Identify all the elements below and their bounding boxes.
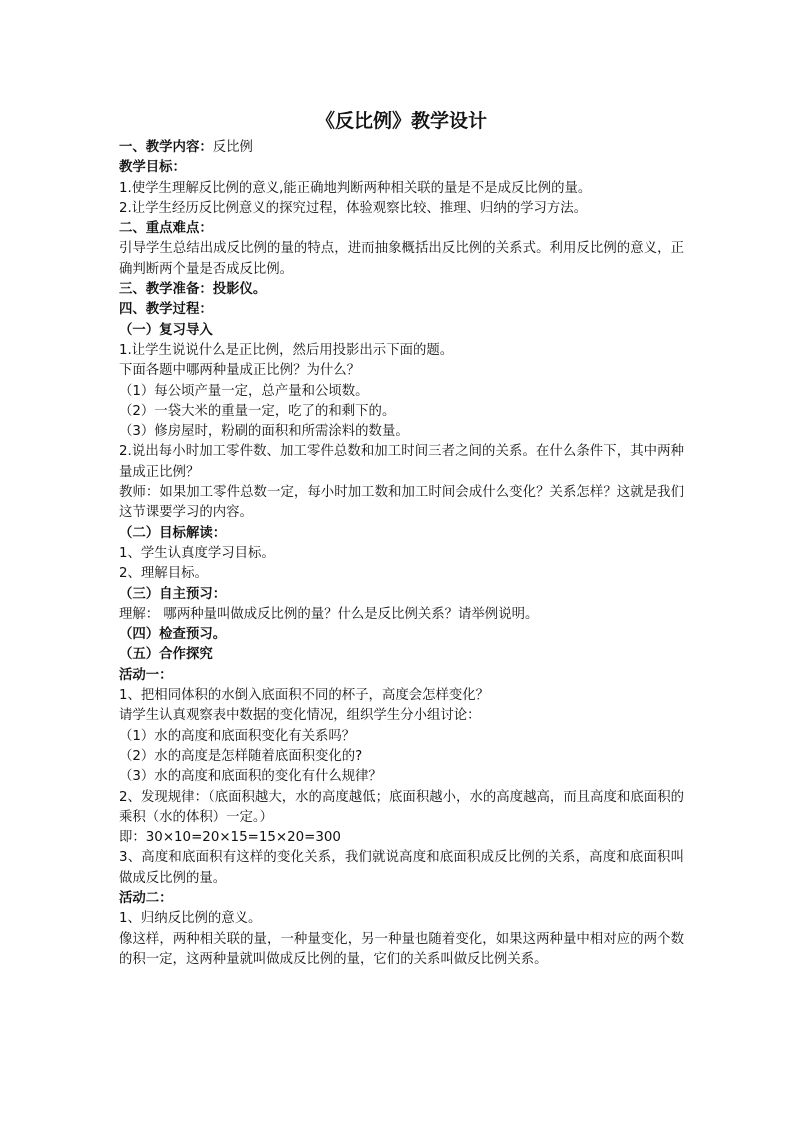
list-item: （3）水的高度和底面积的变化有什么规律？ [119, 769, 382, 785]
section-label: 一、教学内容： [119, 140, 213, 155]
list-item: 1、学生认真度学习目标。 [119, 545, 275, 561]
section-value: 反比例 [212, 140, 253, 155]
goal-item: 2.让学生经历反比例意义的探究过程，体验观察比较、推理、归纳的学习方法。 [119, 200, 588, 216]
document-body [119, 104, 684, 970]
paragraph: 3、高度和底面积有这样的变化关系，我们就说高度和底面积成反比例的关系，高度和底面积叫做成反比例的量。 [119, 850, 684, 886]
paragraph: 2、发现规律：（底面积越大，水的高度越低；底面积越小，水的高度越高，而且高度和底面积的乘积（水的体积）一定。） [119, 789, 684, 825]
paragraph: 2.说出每小时加工零件数、加工零件总数和加工时间三者之间的关系。在什么条件下，其中两种量成正比例？ [119, 444, 684, 480]
goals-heading: 教学目标： [119, 160, 186, 176]
paragraph: 请学生认真观察表中数据的变化情况，组织学生分小组讨论： [119, 708, 481, 724]
goal-reading-heading: （二）目标解读： [119, 525, 227, 541]
difficulty-text: 引导学生总结出成反比例的量的特点，进而抽象概括出反比例的关系式。利用反比例的意义，正确判断两个量是否成反比例。 [119, 241, 684, 277]
list-item: （1）每公顷产量一定，总产量和公顷数。 [119, 383, 369, 399]
document-title: 《反比例》教学设计 [315, 110, 487, 132]
paragraph: 教师：如果加工零件总数一定，每小时加工数和加工时间会成什么变化？关系怎样？这就是我们这节课要学习的内容。 [119, 485, 684, 521]
paragraph: 1、归纳反比例的意义。 [119, 911, 262, 927]
activity-one-heading: 活动一： [119, 667, 173, 683]
list-item: （3）修房屋时，粉刷的面积和所需涂料的数量。 [119, 424, 409, 440]
process-heading: 四、教学过程： [119, 302, 213, 318]
list-item: （2）水的高度是怎样随着底面积变化的? [119, 748, 363, 764]
paragraph: 1.让学生说说什么是正比例，然后用投影出示下面的题。 [119, 342, 454, 358]
self-study-heading: （三）自主预习： [119, 586, 227, 602]
preparation-heading: 三、教学准备：投影仪。 [119, 282, 267, 298]
cooperation-heading: （五）合作探究 [119, 647, 213, 663]
section-teaching-content [119, 138, 684, 158]
paragraph: 理解： 哪两种量叫做成反比例的量？什么是反比例关系？请举例说明。 [119, 606, 539, 622]
formula: 即：30×10=20×15=15×20=300 [119, 830, 341, 846]
list-item: （1）水的高度和底面积变化有关系吗？ [119, 728, 356, 744]
activity-two-heading: 活动二： [119, 890, 173, 906]
difficulty-heading: 二、重点难点： [119, 221, 213, 237]
paragraph: 下面各题中哪两种量成正比例？为什么？ [119, 363, 361, 379]
paragraph: 1、把相同体积的水倒入底面积不同的杯子，高度会怎样变化？ [119, 688, 490, 704]
goal-item: 1.使学生理解反比例的意义,能正确地判断两种相关联的量是不是成反比例的量。 [119, 180, 592, 196]
list-item: 2、理解目标。 [119, 566, 208, 582]
review-heading: （一）复习导入 [119, 322, 213, 338]
list-item: （2）一袋大米的重量一定，吃了的和剩下的。 [119, 403, 396, 419]
paragraph: 像这样，两种相关联的量，一种量变化，另一种量也随着变化，如果这两种量中相对应的两个数的积一定，这两种量就叫做成反比例的量，它们的关系叫做反比例关系。 [119, 931, 684, 967]
check-heading: （四）检查预习。 [119, 627, 227, 643]
